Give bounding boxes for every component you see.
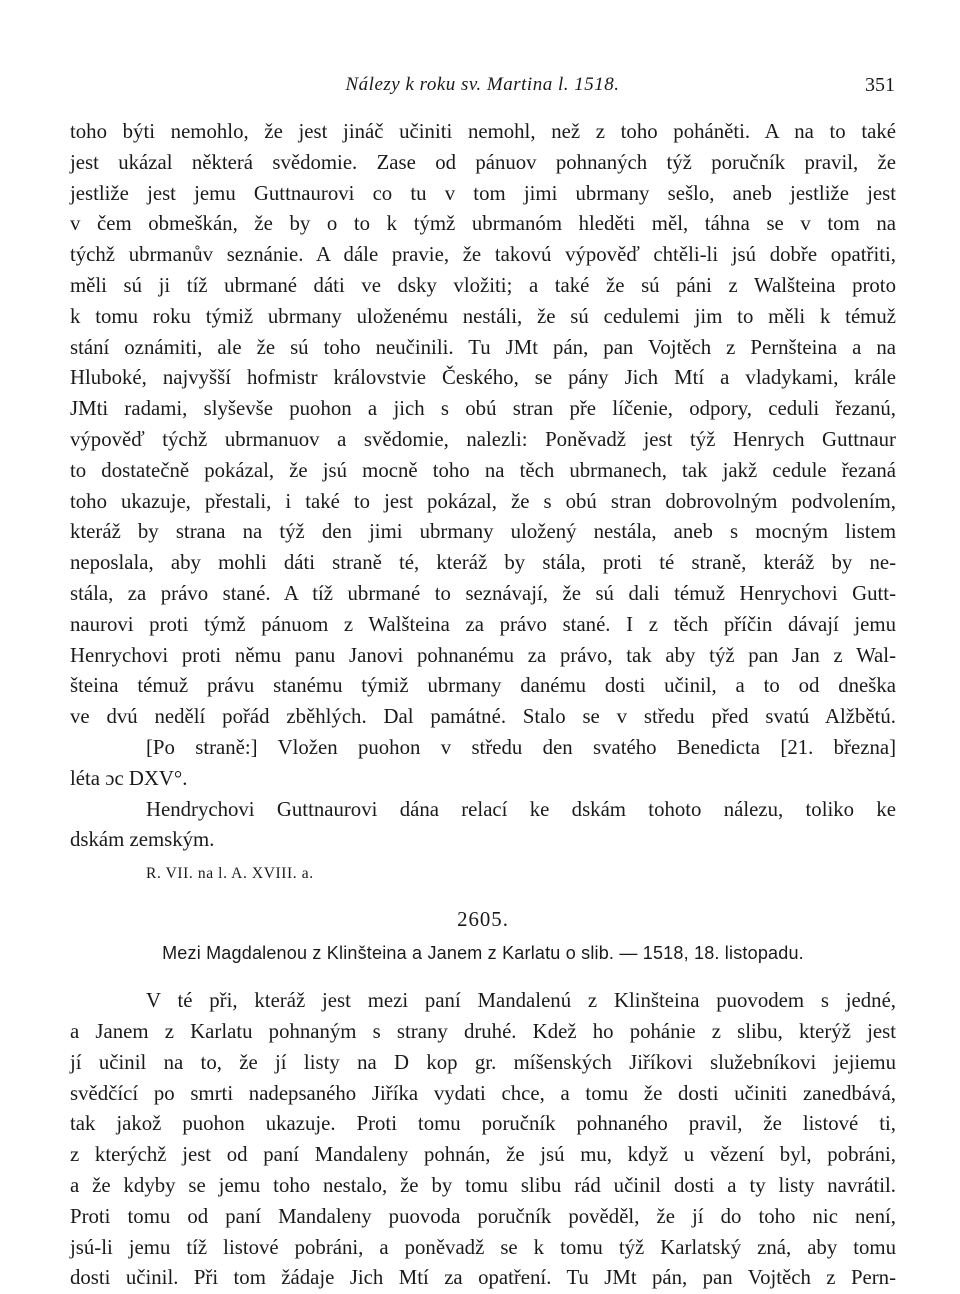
text-line: a Janem z Karlatu pohnaným s strany druhé. Kdež ho pohánie z slibu, kterýž jest	[70, 1019, 896, 1043]
text-line: neposlala, aby mohli dáti straně té, kteráž by stála, proti té straně, kteráž by ne-	[70, 551, 896, 575]
text-line: dosti učinil. Při tom žádaje Jich Mtí za opatření. Tu JMt pán, pan Vojtěch z Pern-	[70, 1266, 896, 1290]
text-line: jsú-li jemu tíž listové pobráni, a poněvadž se k tomu týž Karlatský zná, aby tomu	[70, 1235, 896, 1259]
relation-note	[70, 795, 896, 857]
page-number: 351	[865, 74, 895, 96]
page-header	[70, 74, 895, 100]
text-line: svědčící po smrti nadepsaného Jiříka vydati chce, a tomu že dosti učiniti zanedbává,	[70, 1081, 896, 1105]
entry-number: 2605.	[457, 908, 509, 932]
text-line: v čem obmeškán, že by o to k týmž ubrmanóm hleděti měl, táhna se v tom na	[70, 212, 896, 236]
text-line: tak jakož puohon ukazuje. Proti tomu poručník pohnaného pravil, že listové ti,	[70, 1112, 896, 1136]
text-line: naurovi proti týmž pánuom z Walšteina za právo stané. I z těch příčin dávají jemu	[70, 612, 896, 636]
text-line: Hluboké, najvyšší hofmistr královstvie Českého, se pány Jich Mtí a vladykami, krále	[70, 366, 896, 390]
entry-heading: Mezi Magdalenou z Klinšteina a Janem z Karlatu o slib. — 1518, 18. listopadu.	[162, 943, 804, 964]
text-line: z kterýchž jest od paní Mandaleny pohnán, že jsú mu, když u vězení byl, pobráni,	[70, 1143, 896, 1167]
text-line: Henrychovi proti němu panu Janovi pohnanému za právo, tak aby týž pan Jan z Wal-	[70, 643, 896, 667]
text-line: měli sú ji tíž ubrmané dáti ve dsky vložiti; a také že sú páni z Walšteina proto	[70, 273, 896, 297]
text-line: [Po straně:] Vložen puohon v středu den svatého Benedicta [21. března]	[146, 735, 896, 759]
paragraph-section-b	[70, 986, 896, 1294]
text-line: jest ukázal některá svědomie. Zase od pánuov pohnaných týž poručník pravil, že	[70, 150, 896, 174]
text-line: výpověď týchž ubrmanuov a svědomie, nalezli: Poněvadž jest týž Henrych Guttnaur	[70, 427, 896, 451]
text-line: V té při, kteráž jest mezi paní Mandalenú z Klinšteina puovodem s jedné,	[146, 989, 896, 1013]
text-line: šteina témuž právu stanému týmiž ubrmany danému dosti učinil, a to od dneška	[70, 674, 896, 698]
archival-reference: R. VII. na l. A. XVIII. a.	[146, 865, 314, 883]
text-line: léta ɔc DXV°.	[70, 766, 188, 790]
text-line: týchž ubrmanův seznánie. A dále pravie, že takovú výpověď chtěli-li jsú dobře opatřiti,	[70, 243, 896, 267]
text-line: dskám zemským.	[70, 828, 215, 852]
text-line: toho ukazuje, přestali, i také to jest pokázal, že s obú stran dobrovolným podvolením,	[70, 489, 896, 513]
text-line: Proti tomu od paní Mandaleny puovoda poručník pověděl, že jí do toho nic není,	[70, 1204, 896, 1228]
text-line: stála, za právo stané. A tíž ubrmané to seznávají, že sú dali témuž Henrychovi Gutt-	[70, 581, 896, 605]
text-line: jestliže jest jemu Guttnaurovi co tu v tom jimi ubrmany sešlo, aneb jestliže jest	[70, 181, 896, 205]
text-line: to dostatečně pokázal, že jsú mocně toho na těch ubrmanech, tak jakž cedule řezaná	[70, 458, 896, 482]
text-line: jí učinil na to, že jí listy na D kop gr. míšenských Jiříkovi služebníkovi jejiemu	[70, 1050, 896, 1074]
text-line: k tomu roku týmiž ubrmany uloženému nestáli, že sú cedulemi jim to měli k témuž	[70, 304, 896, 328]
text-line: JMti radami, slyševše puohon a jich s obú stran pře líčenie, odpory, ceduli řezanú,	[70, 397, 896, 421]
text-line: ve dvú nedělí pořád zběhlých. Dal památné. Stalo se v středu před svatú Alžbětú.	[70, 705, 896, 729]
paragraph-section-a	[70, 117, 896, 733]
text-line: a že kdyby se jemu toho nestalo, že by tomu slibu rád učinil dosti a ty listy navrátil.	[70, 1173, 896, 1197]
margin-note	[70, 733, 896, 795]
text-line: stání oznámiti, ale že sú toho neučinili. Tu JMt pán, pan Vojtěch z Pernšteina a na	[70, 335, 896, 359]
running-title: Nálezy k roku sv. Martina l. 1518.	[345, 74, 620, 95]
page-body	[70, 117, 896, 1294]
text-line: toho býti nemohlo, že jest jináč učiniti nemohl, než z toho poháněti. A na to také	[70, 120, 896, 143]
text-line: Hendrychovi Guttnaurovi dána relací ke dskám tohoto nálezu, toliko ke	[146, 797, 896, 821]
text-line: kteráž by strana na týž den jimi ubrmany uložený nestála, aneb s mocným listem	[70, 520, 896, 544]
